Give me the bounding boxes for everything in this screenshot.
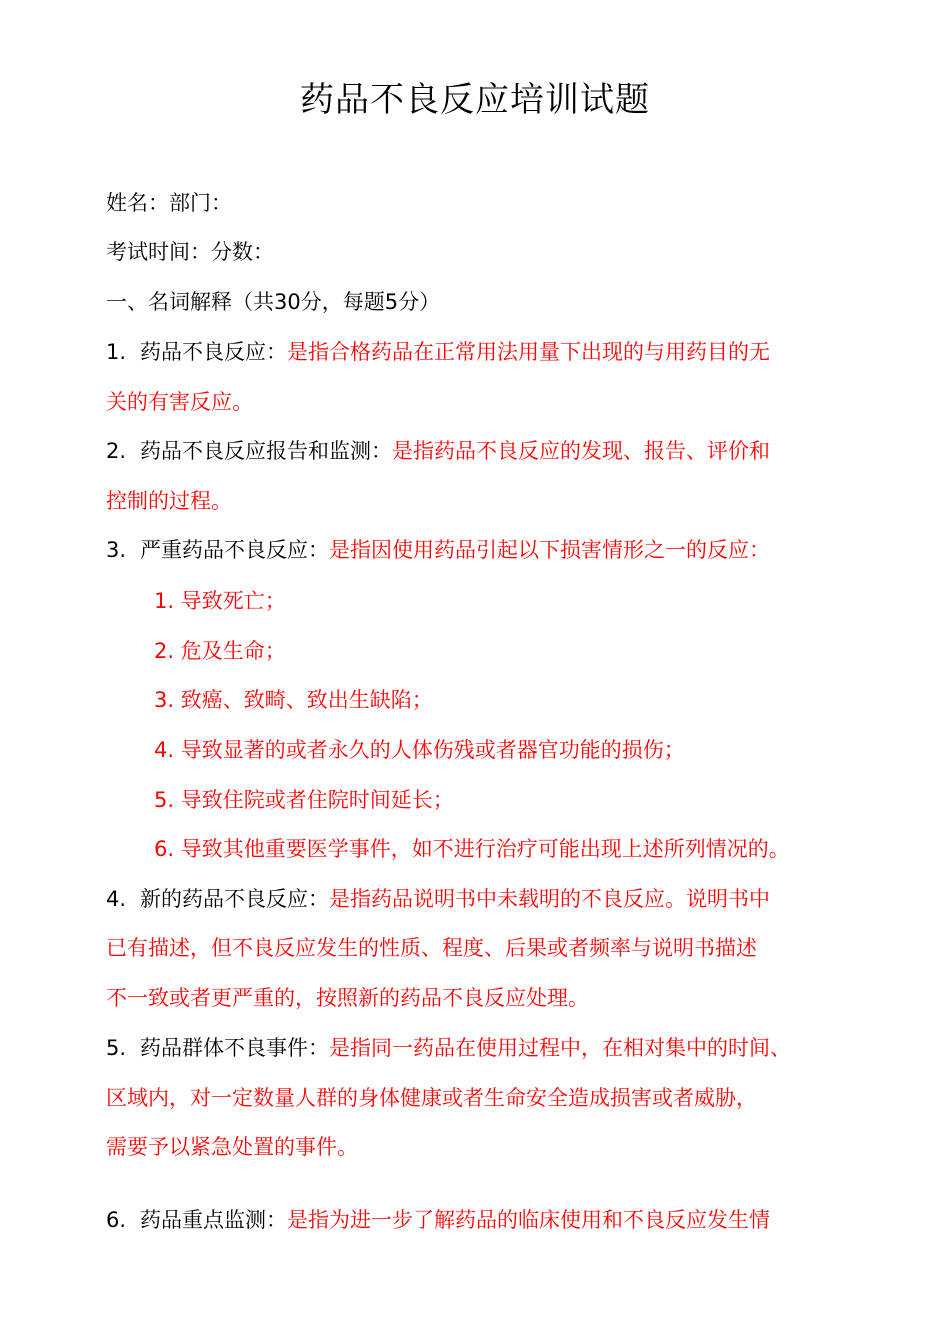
answer-text: 是指为进一步了解药品的临床使用和不良反应发生情 <box>287 1208 771 1232</box>
time-score-line: 考试时间：分数： <box>106 240 274 264</box>
question-term: 新的药品不良反应： <box>140 887 330 911</box>
question-number: 6. <box>106 1208 127 1232</box>
answer-continuation: 需要予以紧急处置的事件。 <box>106 1135 358 1159</box>
question-term: 严重药品不良反应： <box>140 538 330 562</box>
answer-continuation: 关的有害反应。 <box>106 390 253 414</box>
question-number: 4. <box>106 887 127 911</box>
answer-text: 是指药品说明书中未载明的不良反应。说明书中 <box>329 887 771 911</box>
answer-continuation: 已有描述，但不良反应发生的性质、程度、后果或者频率与说明书描述 <box>106 936 757 960</box>
answer-text: 是指合格药品在正常用法用量下出现的与用药目的无 <box>287 340 771 364</box>
sub-item: 5. 导致住院或者住院时间延长； <box>154 788 454 812</box>
question-number: 1. <box>106 340 127 364</box>
answer-continuation: 不一致或者更严重的，按照新的药品不良反应处理。 <box>106 986 589 1010</box>
section-heading: 一、名词解释（共30分，每题5分） <box>106 290 441 314</box>
sub-item: 4. 导致显著的或者永久的人体伤残或者器官功能的损伤； <box>154 738 685 762</box>
question-3 <box>106 535 770 565</box>
answer-continuation: 区域内，对一定数量人群的身体健康或者生命安全造成损害或者威胁， <box>106 1086 757 1110</box>
answer-text: 是指因使用药品引起以下损害情形之一的反应： <box>329 538 771 562</box>
answer-text: 是指药品不良反应的发现、报告、评价和 <box>392 439 771 463</box>
question-2 <box>106 436 770 466</box>
question-6 <box>106 1205 770 1235</box>
question-number: 5. <box>106 1036 127 1060</box>
sub-item: 2. 危及生命； <box>154 639 286 663</box>
sub-item: 1. 导致死亡； <box>154 589 286 613</box>
sub-item: 3. 致癌、致畸、致出生缺陷； <box>154 688 433 712</box>
question-number: 3. <box>106 538 127 562</box>
name-dept-line: 姓名：部门： <box>106 191 232 215</box>
question-term: 药品群体不良事件： <box>140 1036 330 1060</box>
question-1 <box>106 337 770 367</box>
sub-item: 6. 导致其他重要医学事件，如不进行治疗可能出现上述所列情况的。 <box>154 837 790 861</box>
question-term: 药品重点监测： <box>140 1208 288 1232</box>
answer-continuation: 控制的过程。 <box>106 489 232 513</box>
question-number: 2. <box>106 439 127 463</box>
question-term: 药品不良反应： <box>140 340 288 364</box>
page-title: 药品不良反应培训试题 <box>300 80 650 120</box>
question-4 <box>106 884 770 914</box>
answer-text: 是指同一药品在使用过程中，在相对集中的时间、 <box>329 1036 792 1060</box>
question-5 <box>106 1033 791 1063</box>
question-term: 药品不良反应报告和监测： <box>140 439 393 463</box>
